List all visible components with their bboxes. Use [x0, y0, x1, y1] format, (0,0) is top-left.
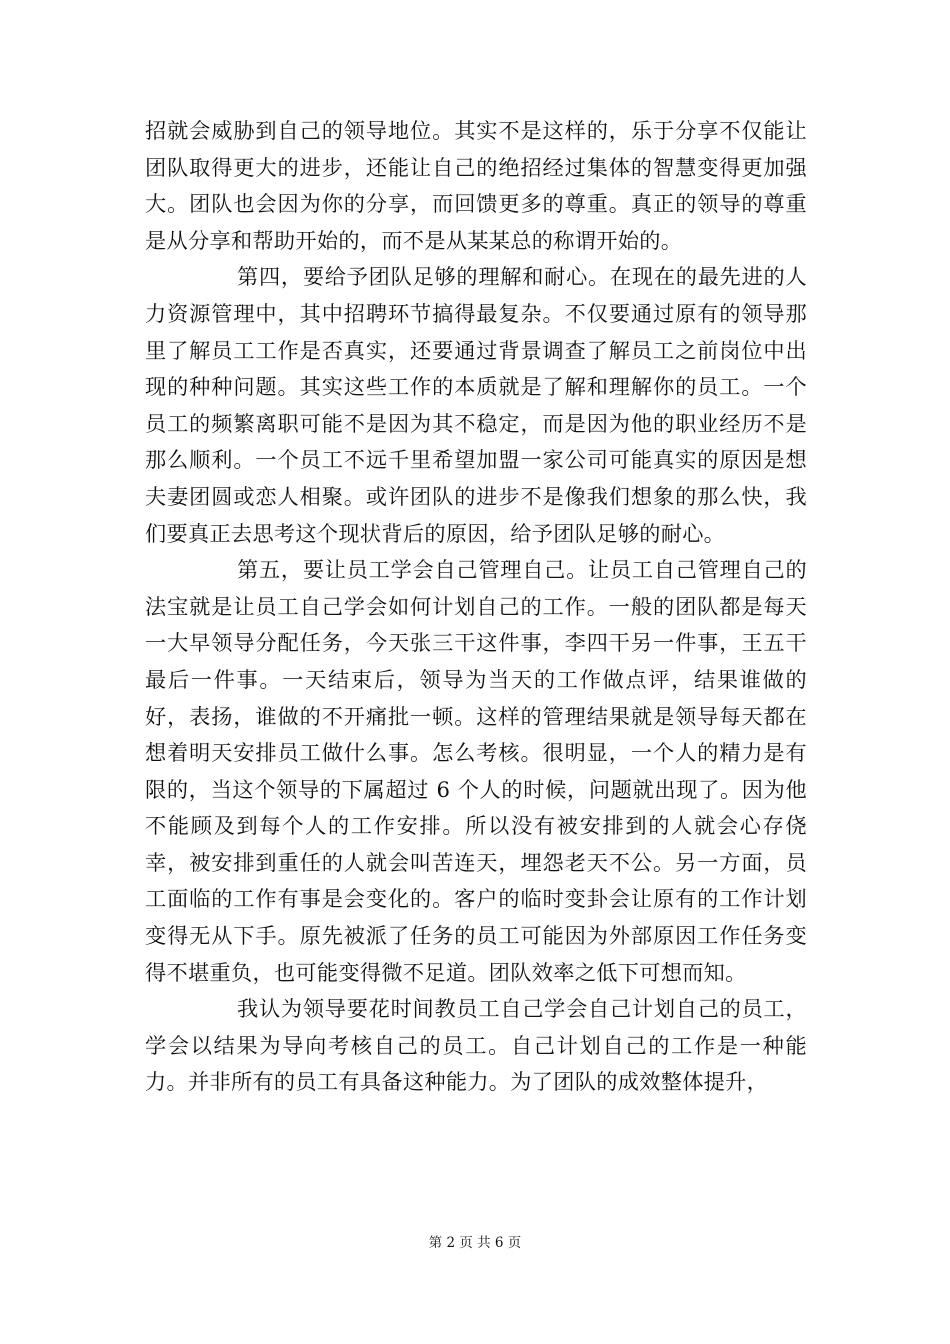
paragraph-2: 第四，要给予团队足够的理解和耐心。在现在的最先进的人力资源管理中，其中招聘环节搞得最复杂。不仅要通过原有的领导那里了解员工工作是否真实，还要通过背景调查了解员工之前岗位中出现的种种问题。其实这些工作的本质就是了解和理解你的员工。一个员工的频繁离职可能不是因为其不稳定，而是因为他的职业经历不是那么顺利。一个员工不远千里希望加盟一家公司可能真实的原因是想夫妻团圆或恋人相聚。或许团队的进步不是像我们想象的那么快，我们要真正去思考这个现状背后的原因，给予团队足够的耐心。	[145, 264, 807, 546]
paragraph-3: 第五，要让员工学会自己管理自己。让员工自己管理自己的法宝就是让员工自己学会如何计划自己的工作。一般的团队都是每天一大早领导分配任务，今天张三干这件事，李四干另一件事，王五干最后一件事。一天结束后，领导为当天的工作做点评，结果谁做的好，表扬，谁做的不开痛批一顿。这样的管理结果就是领导每天都在想着明天安排员工做什么事。怎么考核。很明显，一个人的精力是有限的，当这个领导的下属超过 6 个人的时候，问题就出现了。因为他不能顾及到每个人的工作安排。所以没有被安排到的人就会心存侥幸，被安排到重任的人就会叫苦连天，埋怨老天不公。另一方面，员工面临的工作有事是会变化的。客户的临时变卦会让原有的工作计划变得无从下手。原先被派了任务的员工可能因为外部原因工作任务变得不堪重负，也可能变得微不足道。团队效率之低下可想而知。	[145, 557, 807, 985]
document-body	[145, 113, 807, 1101]
paragraph-4: 我认为领导要花时间教员工自己学会自己计划自己的员工，学会以结果为导向考核自己的员工。自己计划自己的工作是一种能力。并非所有的员工有具备这种能力。为了团队的成效整体提升，	[145, 996, 807, 1095]
page-footer	[0, 1234, 950, 1252]
paragraph-1: 招就会威胁到自己的领导地位。其实不是这样的，乐于分享不仅能让团队取得更大的进步，还能让自己的绝招经过集体的智慧变得更加强大。团队也会因为你的分享，而回馈更多的尊重。真正的领导的尊重是从分享和帮助开始的，而不是从某某总的称谓开始的。	[145, 118, 807, 253]
page-number-label: 第 2 页 共 6 页	[428, 1235, 522, 1251]
